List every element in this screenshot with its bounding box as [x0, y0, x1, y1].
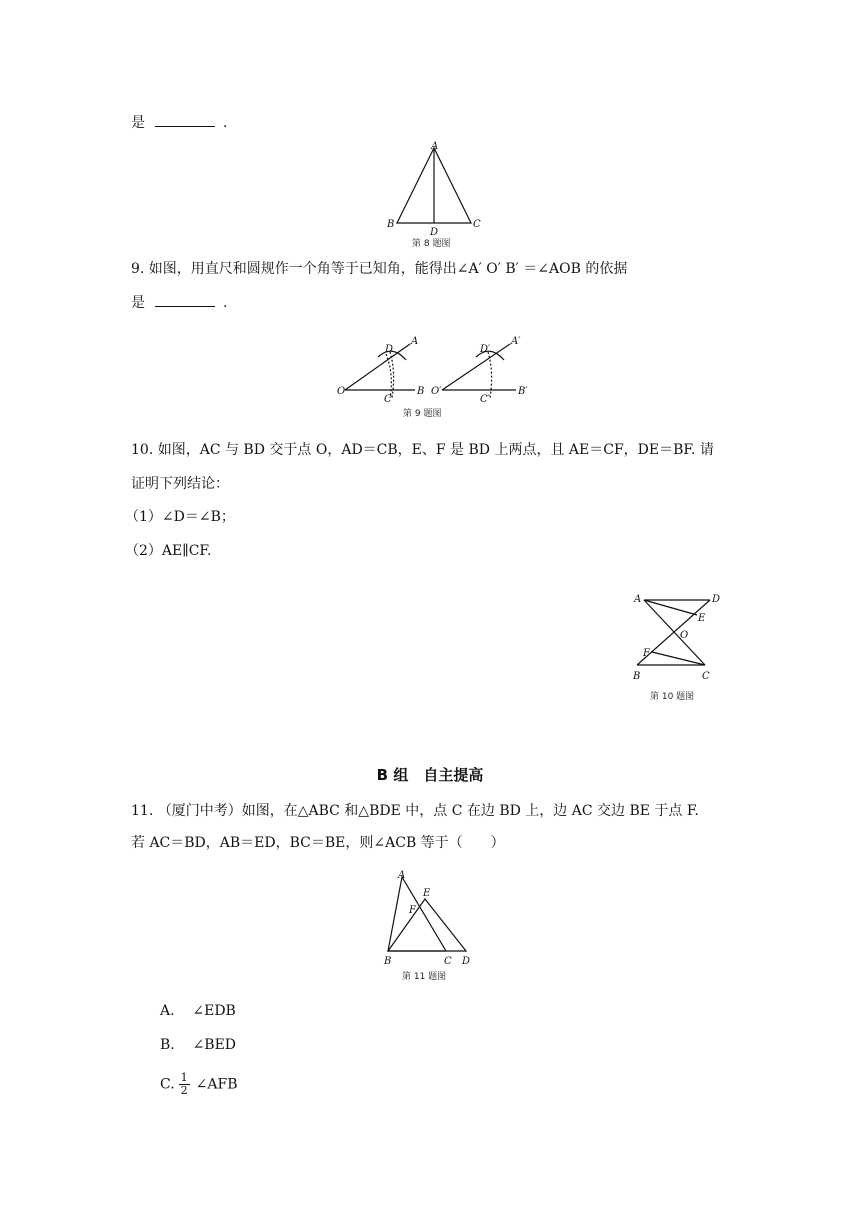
fig9-left-label-b: B	[417, 386, 425, 397]
option-a-key: A.	[160, 1003, 175, 1019]
fraction-denominator: 2	[180, 1084, 188, 1097]
fig9-right-label-d: D′	[480, 344, 491, 355]
fig8-label-c: C	[473, 219, 481, 230]
q9-end: .	[223, 295, 228, 311]
section-b-heading: B 组 自主提高	[376, 766, 484, 784]
fig10-label-b: B	[633, 671, 641, 682]
figure-9	[330, 332, 540, 422]
figure-11	[378, 866, 478, 986]
fig9-right-label-b: B′	[518, 386, 528, 397]
q11-line2: 若 AC＝BD，AB＝ED，BC＝BE，则∠ACB 等于（ ）	[131, 835, 505, 851]
q10-line1: 10. 如图，AC 与 BD 交于点 O，AD＝CB，E、F 是 BD 上两点，且 AE＝CF，DE＝BF. 请	[131, 442, 714, 458]
option-c-key: C.	[160, 1076, 175, 1093]
figure-8	[380, 140, 490, 250]
fig9-left-angle	[337, 336, 424, 405]
q11-line1: 11. （厦门中考）如图，在△ABC 和△BDE 中，点 C 在边 BD 上，边 AC 交边 BE 于点 F.	[131, 803, 699, 819]
option-a-text: ∠EDB	[192, 1003, 236, 1019]
q9-answer-blank[interactable]	[155, 294, 215, 307]
figure-10	[628, 588, 728, 704]
fig10-label-a: A	[634, 594, 642, 605]
fig11-label-f: F	[409, 905, 416, 916]
fig9-left-label-c: C	[384, 394, 392, 405]
option-c[interactable]	[160, 1072, 238, 1097]
fig10-label-e: E	[698, 613, 706, 624]
option-b-text: ∠BED	[192, 1037, 237, 1053]
q9-tail-text: 是	[131, 295, 145, 311]
fig10-label-o: O	[680, 630, 689, 641]
q8-tail-line	[131, 113, 227, 133]
fig11-label-a: A	[398, 870, 406, 881]
option-c-text: ∠AFB	[195, 1076, 238, 1093]
fig9-right-label-o: O′	[431, 386, 442, 397]
fig11-label-c: C	[444, 956, 452, 967]
option-c-fraction	[179, 1072, 190, 1097]
option-b-key: B.	[160, 1037, 175, 1053]
q8-end: .	[223, 115, 228, 131]
fig11-label-e: E	[423, 888, 431, 899]
fig11-label-d: D	[462, 956, 471, 967]
fig10-label-c: C	[702, 671, 710, 682]
option-a[interactable]	[160, 1001, 236, 1021]
fig9-left-label-a: A	[411, 336, 419, 347]
fig10-caption: 第 10 题图	[650, 692, 695, 702]
q8-tail-text: 是	[131, 115, 145, 131]
q10-item1: （1）∠D＝∠B；	[125, 509, 235, 525]
q10-line2: 证明下列结论：	[131, 476, 229, 492]
q9-tail-line	[131, 293, 227, 313]
q10-item2: （2）AE∥CF.	[125, 543, 212, 559]
fig11-label-b: B	[384, 956, 392, 967]
fig8-label-d: D	[430, 227, 439, 238]
fig9-caption: 第 9 题图	[403, 409, 442, 419]
q9-line1: 9. 如图，用直尺和圆规作一个角等于已知角，能得出∠A′ O′ B′ ＝∠AOB 的依据	[131, 261, 628, 277]
fig10-label-d: D	[712, 594, 721, 605]
q8-answer-blank[interactable]	[155, 114, 215, 127]
fig11-caption: 第 11 题图	[402, 972, 447, 982]
fig8-caption: 第 8 题图	[412, 239, 451, 249]
fig8-label-a: A	[431, 141, 439, 152]
fig10-label-f: F	[643, 648, 650, 659]
option-b[interactable]	[160, 1035, 236, 1055]
fig9-left-label-d: D	[385, 344, 394, 355]
fig8-label-b: B	[387, 219, 395, 230]
fig9-right-label-c: C′	[480, 394, 490, 405]
fraction-numerator: 1	[180, 1071, 188, 1084]
triangle-bde	[388, 899, 466, 951]
fig9-left-label-o: O	[337, 386, 346, 397]
fig9-right-angle	[431, 336, 528, 405]
fig9-right-label-a: A′	[511, 336, 521, 347]
